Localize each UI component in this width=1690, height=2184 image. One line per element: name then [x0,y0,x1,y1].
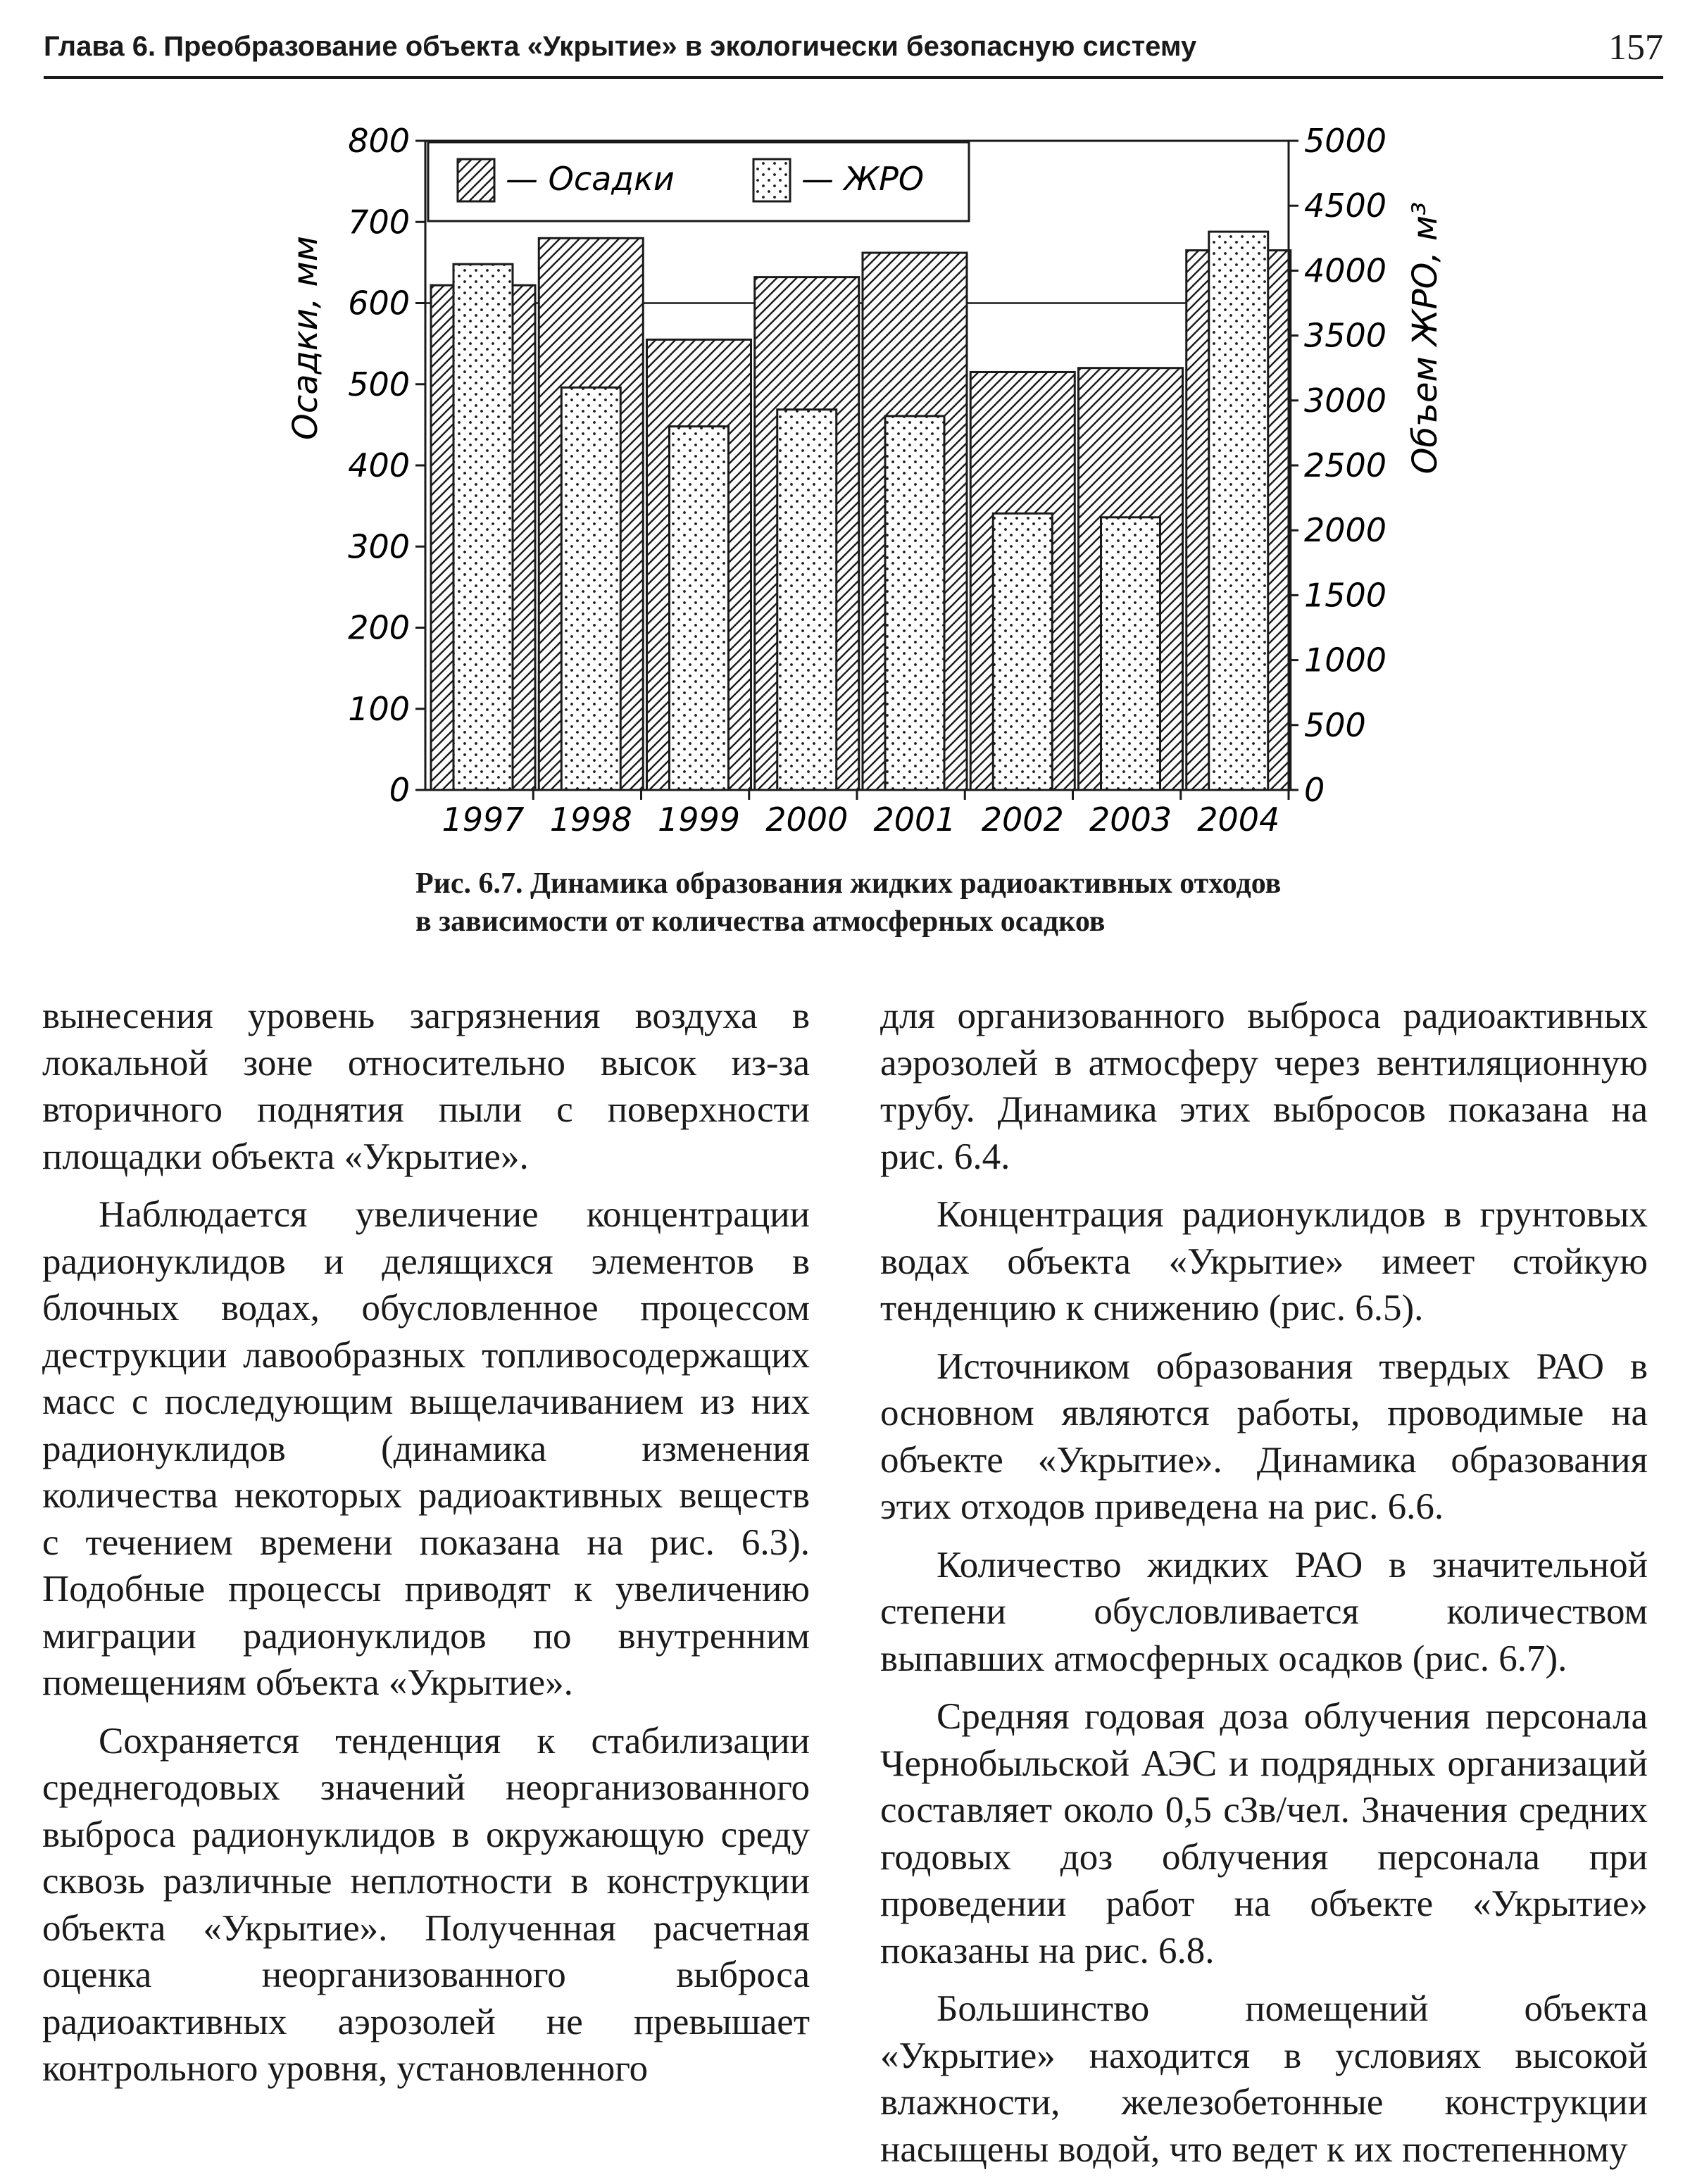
y-left-tick-label: 700 [348,203,410,241]
paragraph: Средняя годовая доза облучения персонала Чернобыльской АЭС и подрядных организаций составляет около 0,5 сЗв/чел. Значения средних годовых доз облучения персонала при проведении работ на объекте «Укрытие» показаны на рис. 6.8. [880,1696,1648,1971]
figure-caption [415,865,1472,941]
bar-lrw [1101,517,1160,790]
x-tick-label: 2001 [873,801,956,839]
chart-legend [428,142,969,221]
y-right-tick-label: 2500 [1304,446,1387,484]
bar-lrw [885,416,944,790]
bar-lrw [453,264,513,790]
running-header [44,27,1663,79]
bar-lrw [993,513,1052,790]
caption-line-1: Динамика образования жидких радиоактивных отходов [530,867,1282,900]
y-left-tick-label: 400 [348,446,410,484]
caption-label: Рис. 6.7. [415,867,523,900]
y-right-tick-label: 4000 [1304,251,1387,290]
paragraph: Наблюдается увеличение концентрации радионуклидов и делящихся элементов в блочных водах, обусловленное процессом деструкции лавообразных топливосодержащих масс с последующим выщелачиванием из них радионуклидов (динамика изменения количества некоторых радиоактивных веществ с течением времени показана на рис. 6.3). Подобные процессы приводят к увеличению миграции радионуклидов по внутренним помещениям объекта «Укрытие». [42,1194,810,1703]
paragraph: Концентрация радионуклидов в грунтовых водах объекта «Укрытие» имеет стойкую тенденцию к снижению (рис. 6.5). [880,1194,1648,1329]
right-text-column [880,993,1648,2184]
x-tick-label: 1999 [657,801,741,839]
y-left-tick-label: 800 [348,122,410,160]
x-tick-label: 2000 [765,801,849,839]
bar-lrw [561,387,620,790]
y-right-tick-label: 500 [1304,705,1366,744]
y-right-tick-label: 4500 [1304,187,1387,225]
y-axis-left-label: Осадки, мм [286,236,325,440]
precipitation-lrw-bar-chart [0,99,1690,852]
bar-lrw [1209,232,1268,790]
left-text-column [42,993,810,2104]
legend-label-lrw: — ЖРО [801,160,925,198]
paragraph: Источником образования твердых РАО в основном являются работы, проводимые на объекте «Укрытие». Динамика образования этих отходов приведена на рис. 6.6. [880,1345,1648,1527]
bar-lrw [777,410,837,790]
y-right-tick-label: 5000 [1304,122,1387,160]
x-tick-label: 2002 [981,801,1064,839]
y-right-tick-label: 1500 [1304,576,1387,615]
paragraph: вынесения уровень загрязнения воздуха в локальной зоне относительно высок из-за вторичного поднятия пыли с поверхности площадки объекта «Укрытие». [42,996,810,1177]
x-tick-label: 2003 [1089,801,1172,839]
y-left-tick-label: 600 [348,284,410,322]
y-right-tick-label: 1000 [1304,641,1387,679]
y-right-tick-label: 3500 [1304,316,1387,355]
legend-label-precipitation: — Осадки [506,160,675,198]
y-axis-right-label: Объем ЖРО, м³ [1406,201,1445,475]
legend-swatch-precipitation [458,159,494,201]
paragraph: Большинство помещений объекта «Укрытие» находится в условиях высокой влажности, железобетонные конструкции насыщены водой, что ведет к их постепенному [880,1988,1648,2170]
bar-lrw [670,427,729,790]
y-right-tick-label: 2000 [1304,511,1387,550]
y-right-tick-label: 0 [1304,771,1325,809]
x-tick-label: 2004 [1197,801,1280,839]
caption-line-2: в зависимости от количества атмосферных осадков [415,905,1106,938]
y-left-tick-label: 300 [348,527,410,566]
chapter-title: Глава 6. Преобразование объекта «Укрытие» в экологически безопасную систему [44,31,1197,62]
x-tick-label: 1998 [549,801,632,839]
paragraph: Сохраняется тенденция к стабилизации среднегодовых значений неорганизованного выброса радионуклидов в окружающую среду сквозь различные неплотности в конструкции объекта «Укрытие». Полученная расчетная оценка неорганизованного выброса радиоактивных аэрозолей не превышает контрольного уровня, установленного [42,1720,810,2089]
paragraph: Количество жидких РАО в значительной степени обусловливается количеством выпавших атмосферных осадков (рис. 6.7). [880,1544,1648,1679]
y-left-tick-label: 0 [389,771,410,809]
x-tick-label: 1997 [442,801,525,839]
y-left-tick-label: 500 [348,365,410,403]
page-number: 157 [1608,27,1663,68]
y-left-tick-label: 200 [348,608,410,647]
paragraph: для организованного выброса радиоактивных аэрозолей в атмосферу через вентиляционную трубу. Динамика этих выбросов показана на рис. 6.4. [880,996,1648,1177]
y-left-tick-label: 100 [348,689,410,728]
legend-swatch-lrw [753,159,790,201]
y-right-tick-label: 3000 [1304,381,1387,420]
